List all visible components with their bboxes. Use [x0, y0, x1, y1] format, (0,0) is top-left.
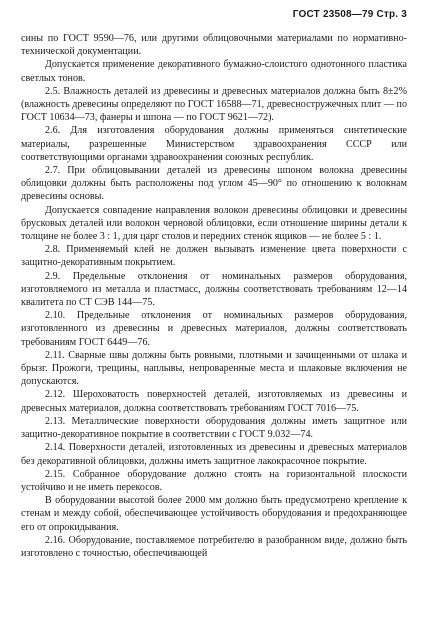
paragraph: 2.8. Применяемый клей не должен вызывать изменение цвета поверхности с защитно-декоративным покрытием.: [21, 244, 407, 269]
paragraph: Допускается применение декоративного бумажно-слоистого однотонного пластика светлых тонов.: [21, 59, 407, 84]
paragraph: сины по ГОСТ 9590—76, или другими облицовочными материалами по нормативно-технической документации.: [21, 33, 407, 58]
paragraph: В оборудовании высотой более 2000 мм должно быть предусмотрено крепление к стенам и между собой, обеспечивающее устойчивость оборудования и предохраняющее его от опрокидывания.: [21, 495, 407, 533]
paragraph: 2.6. Для изготовления оборудования должны применяться синтетические материалы, разрешенные Министерством здравоохранения СССР или соответствующими органами здравоохранения союзных республик.: [21, 125, 407, 163]
paragraph: 2.14. Поверхности деталей, изготовленных из древесины и древесных материалов без декоративной облицовки, должны иметь защитное лакокрасочное покрытие.: [21, 442, 407, 467]
paragraph: 2.15. Собранное оборудование должно стоять на горизонтальной плоскости устойчиво и не иметь перекосов.: [21, 468, 407, 493]
paragraph: Допускается совпадение направления волокон древесины облицовки и древесины брусковых деталей или волокон черновой облицовки, если отношение ширины детали к толщине не более 3 : 1, для царг столов и передних стенок ящиков — не более 5 : 1.: [21, 204, 407, 243]
paragraph: 2.16. Оборудование, поставляемое потребителю в разобранном виде, должно быть изготовлено с точностью, обеспечивающей: [21, 534, 407, 559]
paragraph: 2.12. Шероховатость поверхностей деталей, изготовляемых из древесины и древесных материалов, должна соответствовать требованиям ГОСТ 7016—75.: [21, 389, 407, 414]
paragraph: 2.13. Металлические поверхности оборудования должны иметь защитное или защитно-декоративное покрытие в соответствии с ГОСТ 9.032—74.: [21, 415, 407, 441]
paragraph: 2.10. Предельные отклонения от номинальных размеров оборудования, изготовленного из древесины и древесных материалов, должны соответствовать требованиям ГОСТ 6449—76.: [21, 310, 407, 348]
paragraph: 2.5. Влажность деталей из древесины и древесных материалов должна быть 8±2% (влажность древесины определяют по ГОСТ 16588—71, древесностружечных плит — по ГОСТ 10634—73, фанеры и шпона — по ГОСТ 9621—72).: [21, 85, 407, 124]
page-header: ГОСТ 23508—79 Стр. 3: [292, 9, 407, 20]
paragraph: 2.9. Предельные отклонения от номинальных размеров оборудования, изготовляемого из металла и пластмасс, должны соответствовать требованиям 12—14 квалитета по СТ СЭВ 144—75.: [21, 270, 407, 309]
paragraph: 2.7. При облицовывании деталей из древесины шпоном волокна древесины облицовки должны быть расположены под углом 45—90° по отношению к волокнам древесины основы.: [21, 165, 407, 203]
document-body: [21, 32, 407, 560]
paragraph: 2.11. Сварные швы должны быть ровными, плотными и зачищенными от шлака и брызг. Прожоги, трещины, наплывы, непроваренные места и шлаковые включения не допускаются.: [21, 349, 407, 388]
